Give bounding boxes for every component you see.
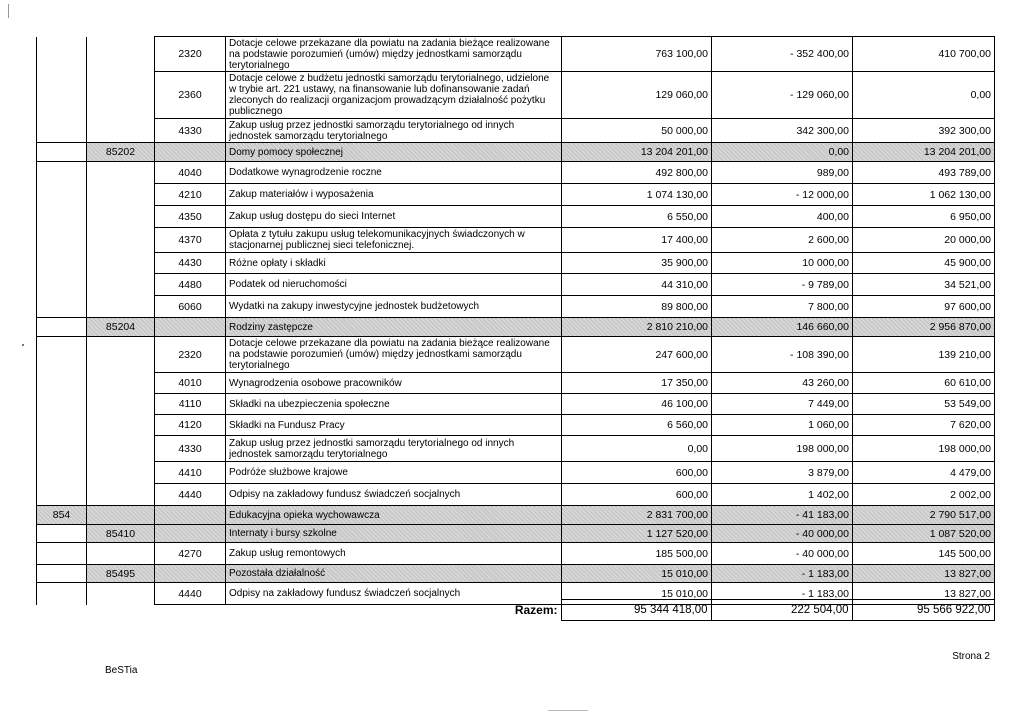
after-change-value: 410 700,00 [853,37,995,72]
rozdzial-cell [87,162,155,184]
plan-value: 15 010,00 [562,565,712,583]
plan-value: 13 204 201,00 [562,143,712,162]
dzial-cell [37,119,87,143]
change-value: 0,00 [712,143,853,162]
rozdzial-cell [87,37,155,72]
change-value: 10 000,00 [712,253,853,274]
dzial-cell [37,484,87,506]
scan-artifact [8,4,9,18]
total-change: 222 504,00 [711,600,852,621]
row-description: Podróże służbowe krajowe [226,462,562,484]
change-value: - 40 000,00 [712,525,853,543]
rozdzial-cell [87,72,155,119]
change-value: 7 800,00 [712,296,853,318]
dzial-cell [37,162,87,184]
row-description: Wydatki na zakupy inwestycyjne jednostek budżetowych [226,296,562,318]
plan-value: 763 100,00 [562,37,712,72]
paragraf-code: 4110 [155,394,226,415]
after-change-value: 0,00 [853,72,995,119]
change-value: 1 060,00 [712,415,853,436]
paragraf-code: 4330 [155,436,226,462]
paragraf-code: 4440 [155,583,226,605]
change-value: 989,00 [712,162,853,184]
dzial-cell [37,337,87,373]
scan-artifact [22,344,24,346]
total-after-change: 95 566 922,00 [852,600,994,621]
paragraf-code: 2320 [155,37,226,72]
table-row [37,373,995,394]
after-change-value: 2 956 870,00 [853,318,995,337]
dzial-cell [37,543,87,565]
after-change-value: 6 950,00 [853,206,995,228]
dzial-cell [37,228,87,253]
dzial-cell [37,394,87,415]
table-row [37,484,995,506]
dzial-cell [37,436,87,462]
dzial-cell [37,37,87,72]
change-value: - 1 183,00 [712,583,853,605]
rozdzial-cell [87,184,155,206]
plan-value: 50 000,00 [562,119,712,143]
dzial-cell [37,415,87,436]
table-row [37,337,995,373]
after-change-value: 198 000,00 [853,436,995,462]
paragraf-cell [155,525,226,543]
dzial-cell [37,72,87,119]
table-row [37,184,995,206]
change-value: - 40 000,00 [712,543,853,565]
row-description: Wynagrodzenia osobowe pracowników [226,373,562,394]
change-value: 198 000,00 [712,436,853,462]
rozdzial-cell [87,373,155,394]
change-value: - 41 183,00 [712,506,853,525]
dzial-cell [37,143,87,162]
change-value: - 12 000,00 [712,184,853,206]
table-row [37,72,995,119]
after-change-value: 2 790 517,00 [853,506,995,525]
table-row [37,436,995,462]
table-row [37,228,995,253]
rozdzial-cell [87,415,155,436]
plan-value: 2 831 700,00 [562,506,712,525]
paragraf-code: 4480 [155,274,226,296]
plan-value: 2 810 210,00 [562,318,712,337]
paragraf-code: 4210 [155,184,226,206]
plan-value: 15 010,00 [562,583,712,605]
table-row [37,37,995,72]
total-label: Razem: [514,603,558,617]
table-row [37,119,995,143]
row-description: Składki na Fundusz Pracy [226,415,562,436]
after-change-value: 34 521,00 [853,274,995,296]
plan-value: 46 100,00 [562,394,712,415]
dzial-code: 854 [37,506,87,525]
after-change-value: 2 002,00 [853,484,995,506]
rozdzial-code: 85202 [87,143,155,162]
dzial-cell [37,206,87,228]
after-change-value: 13 204 201,00 [853,143,995,162]
after-change-value: 1 087 520,00 [853,525,995,543]
change-value: 2 600,00 [712,228,853,253]
change-value: 7 449,00 [712,394,853,415]
row-description: Pozostała działalność [226,565,562,583]
change-value: - 129 060,00 [712,72,853,119]
paragraf-cell [155,506,226,525]
paragraf-cell [155,143,226,162]
rozdzial-cell [87,484,155,506]
plan-value: 492 800,00 [562,162,712,184]
dzial-cell [37,184,87,206]
after-change-value: 4 479,00 [853,462,995,484]
rozdzial-cell [87,436,155,462]
change-value: 1 402,00 [712,484,853,506]
plan-value: 6 560,00 [562,415,712,436]
paragraf-code: 4350 [155,206,226,228]
dzial-row [37,506,995,525]
rozdzial-code: 85410 [87,525,155,543]
row-description: Zakup usług dostępu do sieci Internet [226,206,562,228]
paragraf-code: 4010 [155,373,226,394]
paragraf-code: 4370 [155,228,226,253]
dzial-cell [37,565,87,583]
footer-page-number: Strona 2 [952,651,990,662]
plan-value: 1 074 130,00 [562,184,712,206]
row-description: Odpisy na zakładowy fundusz świadczeń socjalnych [226,583,562,605]
rozdzial-cell [87,337,155,373]
footer-software-name: BeSTia [105,665,138,676]
table-row [37,415,995,436]
table-row [37,296,995,318]
plan-value: 35 900,00 [562,253,712,274]
change-value: - 108 390,00 [712,337,853,373]
paragraf-code: 4430 [155,253,226,274]
row-description: Zakup materiałów i wyposażenia [226,184,562,206]
after-change-value: 145 500,00 [853,543,995,565]
total-row [36,600,994,621]
rozdzial-row [37,318,995,337]
paragraf-cell [155,565,226,583]
dzial-cell [37,373,87,394]
row-description: Różne opłaty i składki [226,253,562,274]
rozdzial-cell [87,274,155,296]
row-description: Domy pomocy społecznej [226,143,562,162]
table-row [37,394,995,415]
paragraf-code: 4410 [155,462,226,484]
row-description: Składki na ubezpieczenia społeczne [226,394,562,415]
rozdzial-code: 85204 [87,318,155,337]
rozdzial-row [37,143,995,162]
paragraf-code: 4120 [155,415,226,436]
table-row [37,162,995,184]
change-value: 342 300,00 [712,119,853,143]
plan-value: 185 500,00 [562,543,712,565]
after-change-value: 97 600,00 [853,296,995,318]
change-value: - 1 183,00 [712,565,853,583]
table-row [37,253,995,274]
row-description: Podatek od nieruchomości [226,274,562,296]
rozdzial-cell [87,506,155,525]
dzial-cell [37,253,87,274]
plan-value: 1 127 520,00 [562,525,712,543]
rozdzial-cell [87,253,155,274]
rozdzial-cell [87,296,155,318]
dzial-cell [37,296,87,318]
row-description: Odpisy na zakładowy fundusz świadczeń socjalnych [226,484,562,506]
after-change-value: 1 062 130,00 [853,184,995,206]
change-value: 43 260,00 [712,373,853,394]
row-description: Zakup usług przez jednostki samorządu terytorialnego od innych jednostek samorządu terytorialnego [226,119,562,143]
after-change-value: 13 827,00 [853,583,995,605]
dzial-cell [37,318,87,337]
plan-value: 0,00 [562,436,712,462]
after-change-value: 392 300,00 [853,119,995,143]
paragraf-code: 4440 [155,484,226,506]
dzial-cell [37,525,87,543]
after-change-value: 53 549,00 [853,394,995,415]
total-table [36,599,995,621]
row-description: Internaty i bursy szkolne [226,525,562,543]
row-description: Dotacje celowe przekazane dla powiatu na zadania bieżące realizowane na podstawie porozumień (umów) między jednostkami samorządu terytorialnego [226,337,562,373]
total-plan: 95 344 418,00 [561,600,711,621]
paragraf-code: 6060 [155,296,226,318]
rozdzial-cell [87,394,155,415]
budget-table [36,36,995,605]
plan-value: 17 400,00 [562,228,712,253]
change-value: - 352 400,00 [712,37,853,72]
table-row [37,206,995,228]
after-change-value: 60 610,00 [853,373,995,394]
scan-artifact [548,710,588,711]
change-value: - 9 789,00 [712,274,853,296]
row-description: Zakup usług remontowych [226,543,562,565]
plan-value: 600,00 [562,462,712,484]
rozdzial-row [37,525,995,543]
after-change-value: 7 620,00 [853,415,995,436]
row-description: Dodatkowe wynagrodzenie roczne [226,162,562,184]
plan-value: 247 600,00 [562,337,712,373]
plan-value: 129 060,00 [562,72,712,119]
after-change-value: 13 827,00 [853,565,995,583]
table-row [37,274,995,296]
rozdzial-cell [87,228,155,253]
row-description: Zakup usług przez jednostki samorządu terytorialnego od innych jednostek samorządu terytorialnego [226,436,562,462]
dzial-cell [37,462,87,484]
budget-table-body [37,37,995,605]
rozdzial-cell [87,462,155,484]
paragraf-code: 4270 [155,543,226,565]
rozdzial-row [37,565,995,583]
table-row [37,543,995,565]
row-description: Opłata z tytułu zakupu usług telekomunikacyjnych świadczonych w stacjonarnej publicznej sieci telefonicznej. [226,228,562,253]
row-description: Dotacje celowe przekazane dla powiatu na zadania bieżące realizowane na podstawie porozumień (umów) między jednostkami samorządu terytorialnego [226,37,562,72]
rozdzial-cell [87,543,155,565]
dzial-cell [37,274,87,296]
after-change-value: 45 900,00 [853,253,995,274]
row-description: Edukacyjna opieka wychowawcza [226,506,562,525]
after-change-value: 20 000,00 [853,228,995,253]
table-row [37,462,995,484]
paragraf-cell [155,318,226,337]
paragraf-code: 4040 [155,162,226,184]
paragraf-code: 2360 [155,72,226,119]
plan-value: 89 800,00 [562,296,712,318]
change-value: 400,00 [712,206,853,228]
rozdzial-cell [87,206,155,228]
change-value: 3 879,00 [712,462,853,484]
plan-value: 44 310,00 [562,274,712,296]
change-value: 146 660,00 [712,318,853,337]
paragraf-code: 4330 [155,119,226,143]
plan-value: 600,00 [562,484,712,506]
rozdzial-code: 85495 [87,565,155,583]
plan-value: 17 350,00 [562,373,712,394]
row-description: Dotacje celowe z budżetu jednostki samorządu terytorialnego, udzielone w trybie art. 221 ustawy, na finansowanie lub dofinansowanie zadań zleconych do realizacji organizacjom prowadzącym działalność pożytku publicznego [226,72,562,119]
rozdzial-cell [87,119,155,143]
plan-value: 6 550,00 [562,206,712,228]
after-change-value: 139 210,00 [853,337,995,373]
row-description: Rodziny zastępcze [226,318,562,337]
paragraf-code: 2320 [155,337,226,373]
after-change-value: 493 789,00 [853,162,995,184]
